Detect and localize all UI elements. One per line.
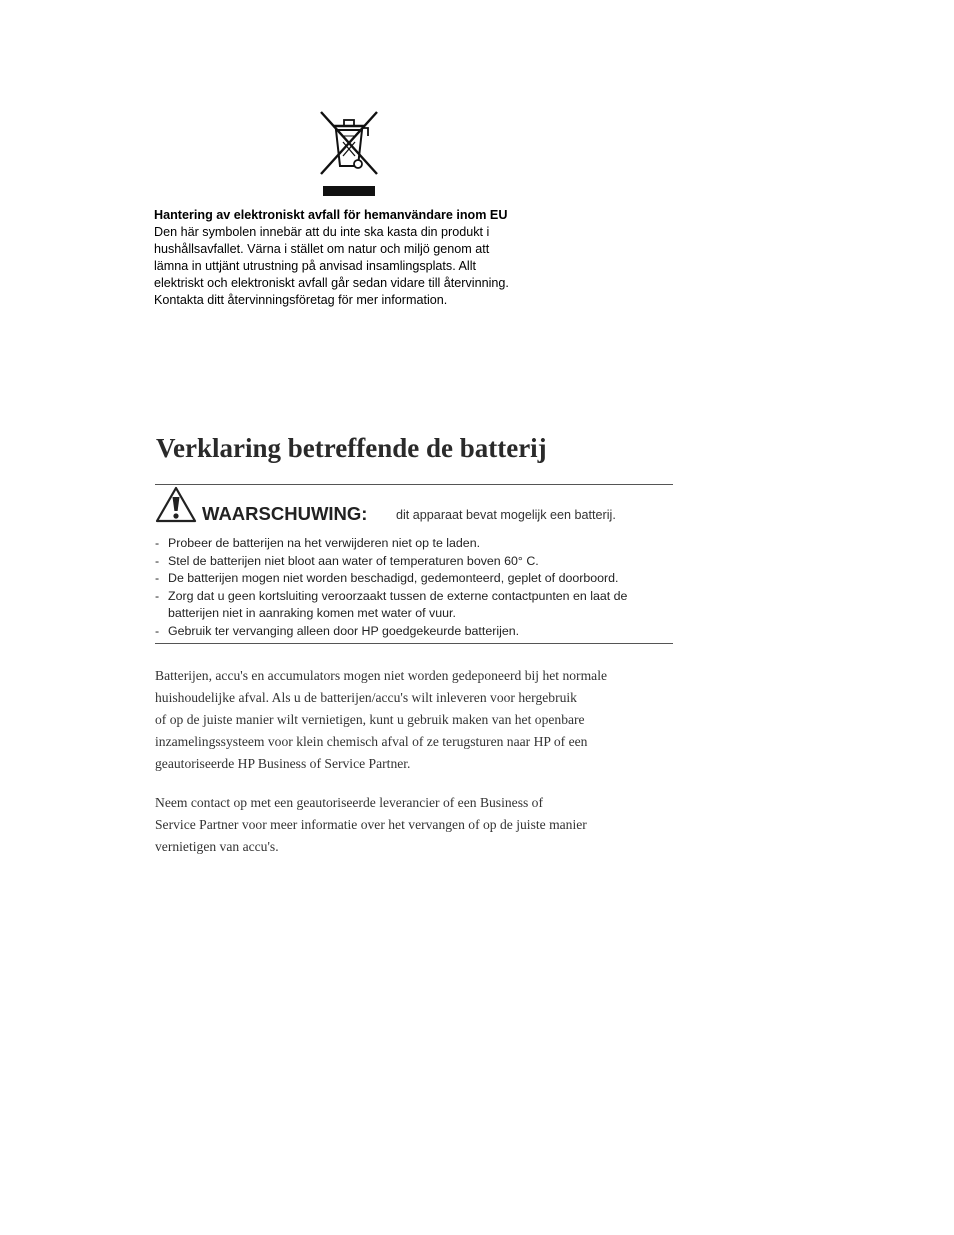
swedish-notice-line: Kontakta ditt återvinningsföretag för mer information. (154, 293, 448, 307)
list-item-text: Zorg dat u geen kortsluiting veroorzaakt tussen de externe contactpunten en laat de (168, 588, 628, 603)
paragraph-line: geautoriseerde HP Business of Service Partner. (155, 756, 411, 771)
list-item-text: Gebruik ter vervanging alleen door HP goedgekeurde batterijen. (168, 623, 520, 638)
swedish-notice-line: lämna in uttjänt utrustning på anvisad insamlingsplats. Allt (154, 259, 477, 273)
divider-bottom (155, 643, 673, 644)
swedish-notice-line: elektriskt och elektroniskt avfall går sedan vidare till återvinning. (154, 276, 509, 290)
battery-warning-list (155, 535, 675, 640)
battery-statement-title: Verklaring betreffende de batterij (156, 433, 547, 463)
list-item: - Probeer de batterijen na het verwijderen niet op te laden. (155, 535, 675, 553)
list-item-text: Stel de batterijen niet bloot aan water of temperaturen boven 60° C. (168, 553, 539, 568)
divider-top (155, 484, 673, 485)
list-item-text: De batterijen mogen niet worden beschadigd, gedemonteerd, geplet of doorboord. (168, 571, 619, 585)
list-item: - De batterijen mogen niet worden beschadigd, gedemonteerd, geplet of doorboord. (155, 570, 675, 588)
paragraph-line: vernietigen van accu's. (155, 839, 279, 854)
swedish-notice-line: Den här symbolen innebär att du inte ska kasta din produkt i (154, 225, 490, 239)
list-item: - Zorg dat u geen kortsluiting veroorzaakt tussen de externe contactpunten en laat de batterijen niet in aanraking komen met water of vuur. (155, 588, 675, 623)
list-item: - Gebruik ter vervanging alleen door HP goedgekeurde batterijen. (155, 623, 675, 641)
battery-disposal-paragraph (155, 665, 695, 775)
crossed-out-wheelie-bin-icon (318, 108, 380, 200)
paragraph-line: Neem contact op met een geautoriseerde leverancier of een Business of (155, 795, 544, 810)
contact-paragraph (155, 792, 695, 858)
list-item: - Stel de batterijen niet bloot aan water of temperaturen boven 60° C. (155, 553, 675, 571)
list-item-text: Probeer de batterijen na het verwijderen niet op te laden. (168, 536, 481, 550)
list-item-text: batterijen niet in aanraking komen met water of vuur. (168, 606, 456, 620)
swedish-notice-title: Hantering av elektroniskt avfall för hemanvändare inom EU (154, 208, 508, 222)
paragraph-line: Batterijen, accu's en accumulators mogen niet worden gedeponeerd bij het normale (155, 668, 608, 683)
warning-text: dit apparaat bevat mogelijk een batterij. (396, 508, 616, 522)
paragraph-line: inzamelingssysteem voor klein chemisch afval of ze terugsturen naar HP of een (155, 734, 588, 749)
paragraph-line: Service Partner voor meer informatie over het vervangen of op de juiste manier (155, 817, 587, 832)
paragraph-line: huishoudelijke afval. Als u de batterijen/accu's wilt inleveren voor hergebruik (155, 690, 577, 705)
paragraph-line: of op de juiste manier wilt vernietigen, kunt u gebruik maken van het openbare (155, 712, 585, 727)
swedish-notice-line: hushållsavfallet. Värna i stället om natur och miljö genom att (154, 242, 490, 256)
warning-label: WAARSCHUWING: (202, 503, 368, 524)
swedish-weee-notice (154, 207, 574, 309)
warning-triangle-icon (155, 486, 197, 524)
